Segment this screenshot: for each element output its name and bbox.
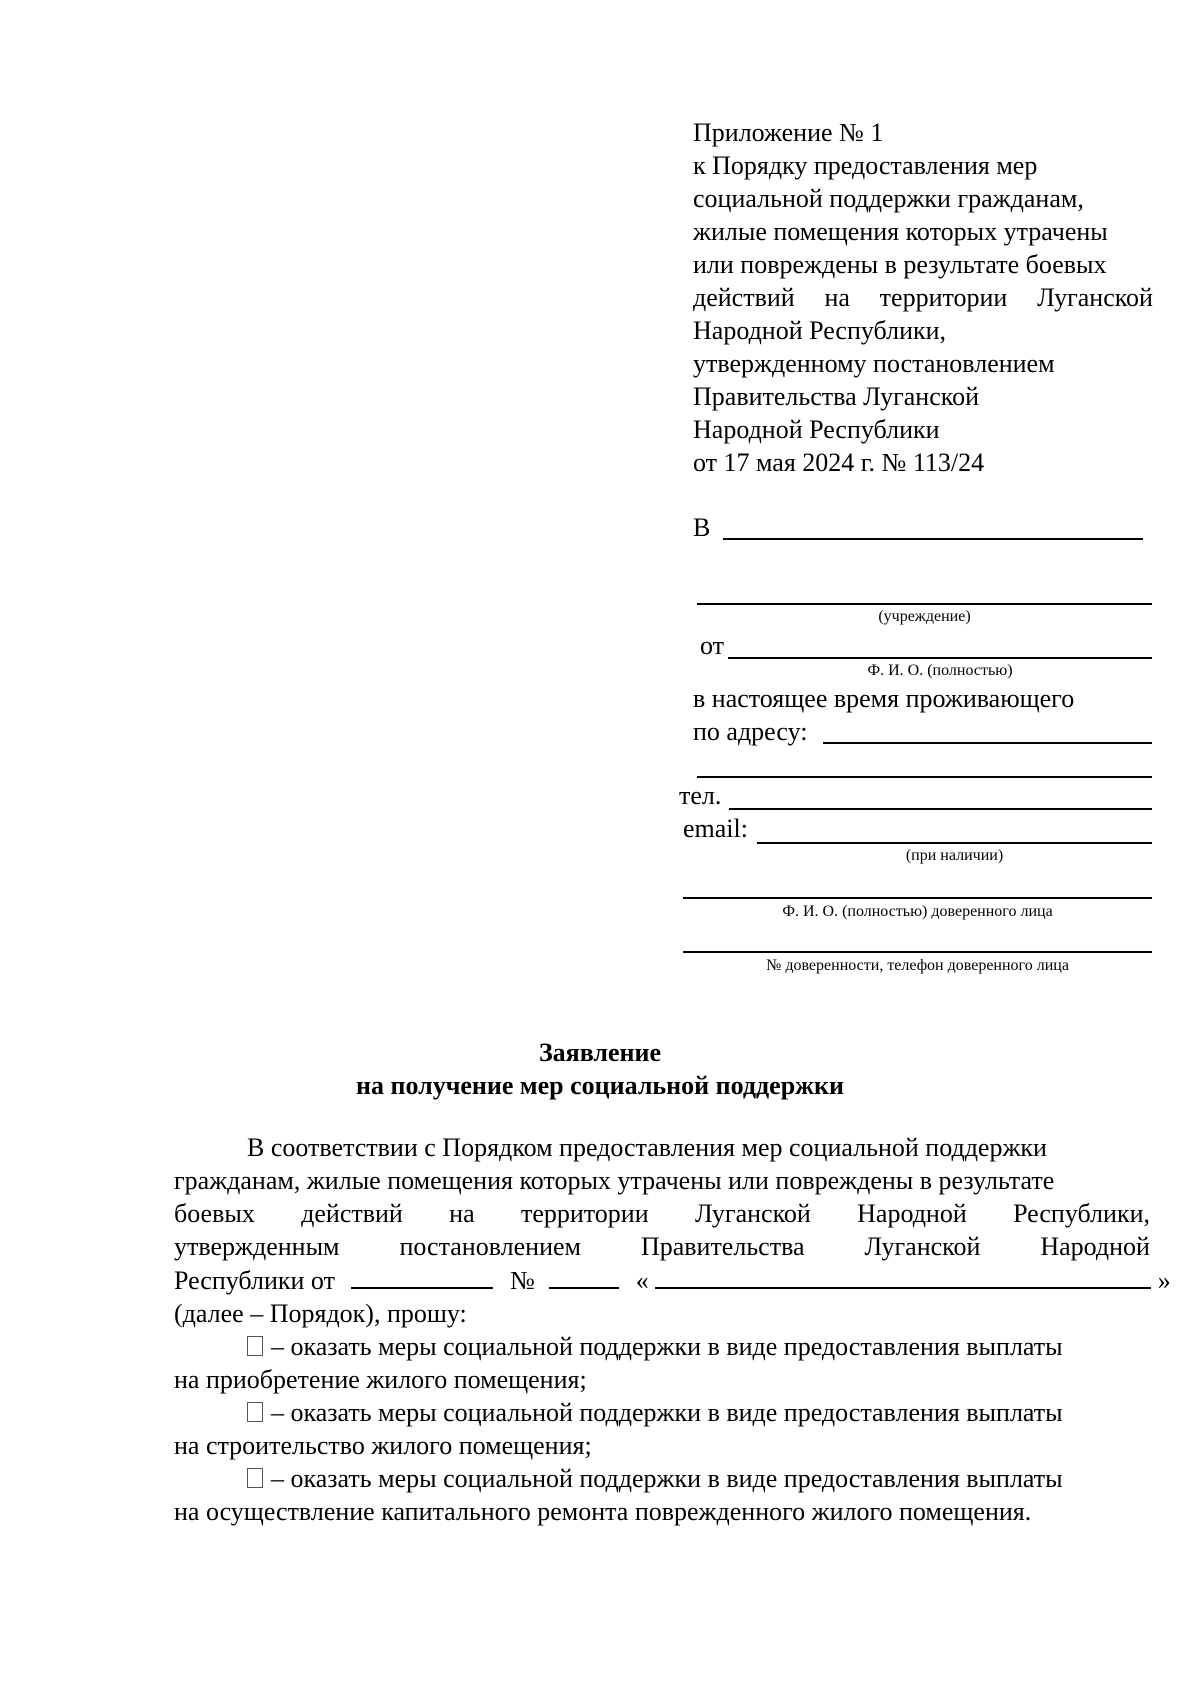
annex-word: на bbox=[824, 283, 850, 312]
email-caption: (при наличии) bbox=[905, 847, 1004, 864]
address-field-line-2[interactable] bbox=[697, 776, 1152, 778]
checkbox-icon[interactable] bbox=[247, 1468, 263, 1488]
email-label: email: bbox=[683, 814, 748, 843]
document-title: Заявление bbox=[538, 1038, 662, 1067]
body-justified-line bbox=[174, 1230, 1150, 1263]
fio-caption: Ф. И. О. (полностью) bbox=[867, 662, 1013, 679]
annex-line: Народной Республики bbox=[693, 415, 940, 444]
body-line: (далее – Порядок), прошу: bbox=[174, 1299, 467, 1328]
order-title-field[interactable] bbox=[655, 1263, 1151, 1289]
institution-field-line-1[interactable] bbox=[723, 538, 1143, 540]
order-date-field[interactable] bbox=[351, 1263, 493, 1289]
body-word: утвержденным bbox=[174, 1232, 340, 1261]
proxy-fio-caption: Ф. И. О. (полностью) доверенного лица bbox=[782, 903, 1053, 920]
body-word: постановлением bbox=[399, 1232, 581, 1261]
option-line bbox=[174, 1462, 1150, 1495]
body-word: Луганской bbox=[864, 1232, 981, 1261]
option-continuation: на осуществление капитального ремонта поврежденного жилого помещения. bbox=[174, 1497, 1032, 1526]
option-text: – оказать меры социальной поддержки в виде предоставления выплаты bbox=[271, 1332, 1063, 1361]
annex-word: Луганской bbox=[1037, 283, 1153, 312]
annex-line: социальной поддержки гражданам, bbox=[693, 184, 1084, 213]
proxy-doc-caption: № доверенности, телефон доверенного лица bbox=[766, 957, 1069, 974]
annex-word: территории bbox=[879, 283, 1008, 312]
order-number-label: № bbox=[509, 1266, 535, 1295]
residing-text: в настоящее время проживающего bbox=[693, 684, 1075, 713]
option-continuation: на приобретение жилого помещения; bbox=[174, 1365, 587, 1394]
checkbox-icon[interactable] bbox=[247, 1402, 263, 1422]
proxy-doc-field-line[interactable] bbox=[683, 951, 1152, 953]
fio-field-line[interactable] bbox=[728, 657, 1152, 659]
annex-line: жилые помещения которых утрачены bbox=[693, 217, 1108, 246]
body-word: Республики, bbox=[1013, 1199, 1150, 1228]
checkbox-icon[interactable] bbox=[247, 1336, 263, 1356]
annex-line: Народной Республики, bbox=[693, 316, 947, 345]
annex-line: от 17 мая 2024 г. № 113/24 bbox=[693, 448, 985, 477]
phone-label: тел. bbox=[679, 781, 722, 810]
email-field-line[interactable] bbox=[757, 842, 1152, 844]
annex-line: утвержденному постановлением bbox=[693, 349, 1055, 378]
from-label: от bbox=[700, 631, 725, 660]
body-word: боевых bbox=[174, 1199, 255, 1228]
order-number-field[interactable] bbox=[549, 1263, 619, 1289]
proxy-fio-field-line[interactable] bbox=[683, 897, 1152, 899]
option-text: – оказать меры социальной поддержки в виде предоставления выплаты bbox=[271, 1464, 1063, 1493]
body-word: Народной bbox=[857, 1199, 967, 1228]
annex-line: или повреждены в результате боевых bbox=[693, 250, 1107, 279]
application-body bbox=[174, 1131, 1171, 1528]
option-continuation: на строительство жилого помещения; bbox=[174, 1431, 592, 1460]
body-word: Правительства bbox=[640, 1232, 805, 1261]
institution-caption: (учреждение) bbox=[878, 608, 971, 625]
address-field-line-1[interactable] bbox=[823, 742, 1152, 744]
option-line bbox=[174, 1396, 1150, 1429]
annex-line: к Порядку предоставления мер bbox=[693, 151, 1038, 180]
body-word: Луганской bbox=[694, 1199, 811, 1228]
annex-word: действий bbox=[693, 283, 795, 312]
body-word: на bbox=[449, 1199, 475, 1228]
body-word: территории bbox=[520, 1199, 649, 1228]
option-text: – оказать меры социальной поддержки в виде предоставления выплаты bbox=[271, 1398, 1063, 1427]
body-justified-line bbox=[174, 1197, 1150, 1230]
open-quote: « bbox=[635, 1266, 649, 1295]
order-date-label: Республики от bbox=[174, 1266, 335, 1295]
body-line: гражданам, жилые помещения которых утрачены или повреждены в результате bbox=[174, 1166, 1055, 1195]
body-word: действий bbox=[301, 1199, 403, 1228]
institution-field-line-2[interactable] bbox=[697, 603, 1152, 605]
address-label: по адресу: bbox=[693, 717, 808, 746]
body-word: Народной bbox=[1040, 1232, 1150, 1261]
annex-line: Правительства Луганской bbox=[693, 382, 979, 411]
order-reference-line bbox=[174, 1263, 1171, 1297]
option-line bbox=[174, 1330, 1150, 1363]
body-line: В соответствии с Порядком предоставления мер социальной поддержки bbox=[247, 1133, 1047, 1162]
to-label: В bbox=[693, 513, 711, 542]
document-subtitle: на получение мер социальной поддержки bbox=[356, 1071, 844, 1100]
annex-line: Приложение № 1 bbox=[693, 118, 884, 147]
close-quote: » bbox=[1157, 1266, 1171, 1295]
phone-field-line[interactable] bbox=[729, 808, 1152, 810]
